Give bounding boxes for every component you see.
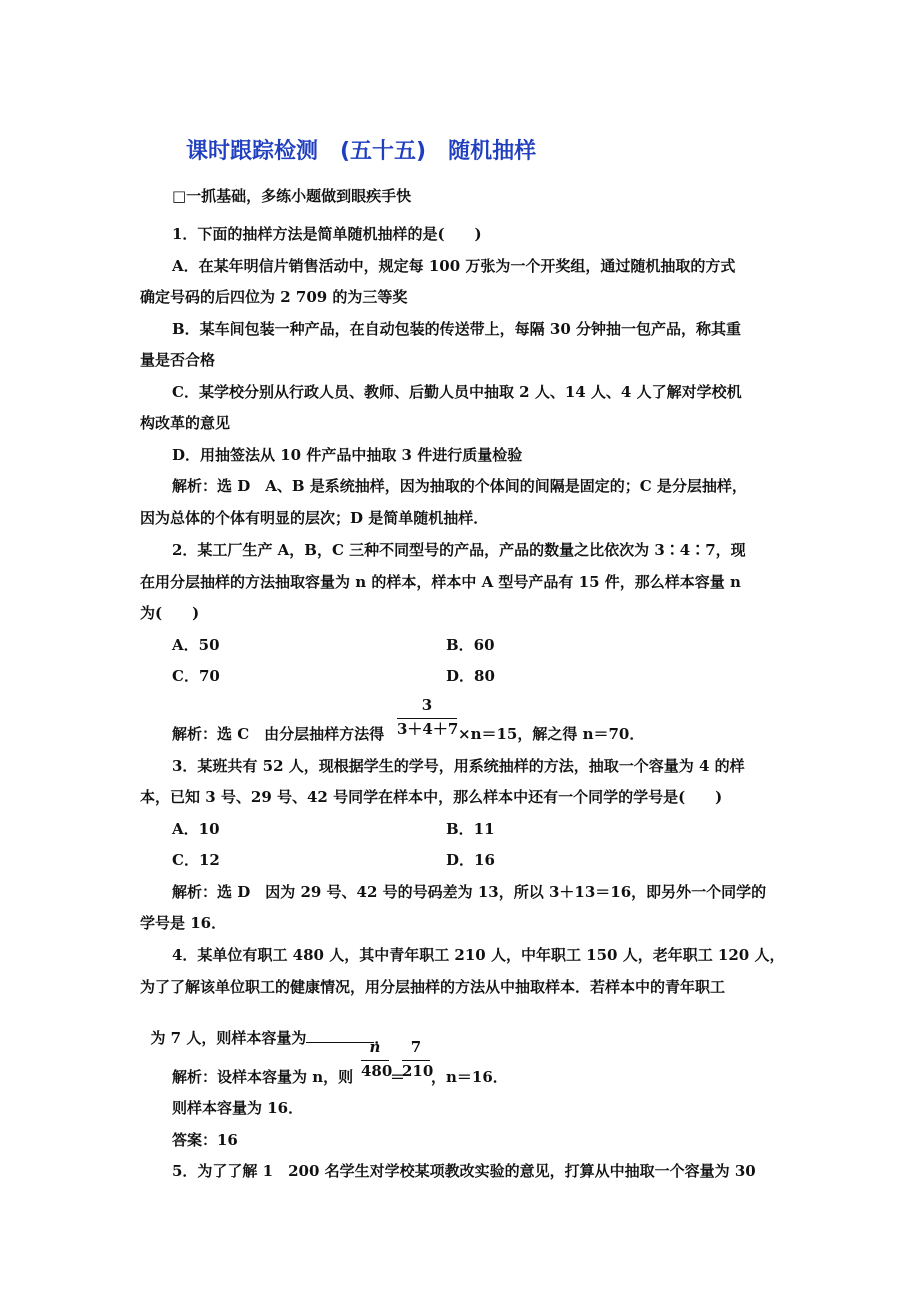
q2-fraction-numerator: 3 (421, 696, 433, 714)
q4-fraction1-numerator: n (369, 1038, 381, 1056)
q3-solution-line2: 学号是 16． (140, 914, 227, 932)
q1-option-d: D．用抽签法从 10 件产品中抽取 3 件进行质量检验 (172, 446, 523, 464)
q2-option-d: D．80 (446, 667, 495, 685)
q2-stem-line1: 2．某工厂生产 A，B，C 三种不同型号的产品，产品的数量之比依次为 3∶4∶7，现 (172, 541, 746, 559)
q2-stem-line3: 为( ) (140, 604, 200, 622)
q1-option-a-line1: A．在某年明信片销售活动中，规定每 100 万张为一个开奖组，通过随机抽取的方式 (172, 257, 736, 275)
q2-solution-prefix: 解析：选 C 由分层抽样方法得 (172, 725, 385, 743)
q4-fraction2-denominator: 210 (402, 1062, 434, 1080)
q4-equals: ＝ (390, 1068, 406, 1086)
q3-option-d: D．16 (446, 851, 495, 869)
q2-fraction-bar (397, 718, 457, 719)
q3-stem-line2: 本，已知 3 号、29 号、42 号同学在样本中，那么样本中还有一个同学的学号是( ) (140, 788, 723, 806)
q3-stem-line1: 3．某班共有 52 人，现根据学生的学号，用系统抽样的方法，抽取一个容量为 4 的样 (172, 757, 745, 775)
q4-fraction1-bar (361, 1060, 389, 1061)
q3-option-c: C．12 (172, 851, 220, 869)
q4-fraction2-numerator: 7 (410, 1038, 422, 1056)
q4-stem-line1: 4．某单位有职工 480 人，其中青年职工 210 人，中年职工 150 人，老年职工 120 人， (172, 946, 785, 964)
q3-option-a: A．10 (172, 820, 220, 838)
page-title: 课时跟踪检测 (五十五) 随机抽样 (186, 139, 537, 164)
q4-stem-line2: 为了了解该单位职工的健康情况，用分层抽样的方法从中抽取样本．若样本中的青年职工 (140, 978, 726, 996)
q1-stem: 1．下面的抽样方法是简单随机抽样的是( ) (172, 225, 482, 243)
q2-option-a: A．50 (172, 636, 220, 654)
q1-option-b-line1: B．某车间包装一种产品，在自动包装的传送带上，每隔 30 分钟抽一包产品，称其重 (172, 320, 742, 338)
q5-stem-line1: 5．为了了解 1 200 名学生对学校某项教改实验的意见，打算从中抽取一个容量为 30 (172, 1162, 756, 1180)
q1-option-b-line2: 量是否合格 (140, 351, 216, 369)
q2-option-c: C．70 (172, 667, 220, 685)
q4-solution-suffix: ，n＝16． (431, 1068, 508, 1086)
q4-fraction2-bar (402, 1060, 430, 1061)
q2-solution-suffix: ×n＝15，解之得 n＝70． (458, 725, 645, 743)
q4-solution-line2: 则样本容量为 16． (172, 1099, 304, 1117)
q3-solution-line1: 解析：选 D 因为 29 号、42 号的号码差为 13，所以 3＋13＝16，即另外一个同学的 (172, 883, 767, 901)
q4-stem-line3-text: 为 7 人，则样本容量为 (150, 1029, 307, 1047)
q2-option-b: B．60 (446, 636, 495, 654)
q1-option-c-line1: C．某学校分别从行政人员、教师、后勤人员中抽取 2 人、14 人、4 人了解对学校机 (172, 383, 742, 401)
q1-option-a-line2: 确定号码的后四位为 2 709 的为三等奖 (140, 288, 408, 306)
q2-fraction-denominator: 3＋4＋7 (397, 720, 459, 738)
q4-solution-prefix: 解析：设样本容量为 n，则 (172, 1068, 354, 1086)
q1-option-c-line2: 构改革的意见 (140, 414, 231, 432)
q4-stem-line3 (140, 1008, 389, 1048)
q4-fraction1-denominator: 480 (361, 1062, 393, 1080)
q1-solution-line1: 解析：选 D A、B 是系统抽样，因为抽取的个体间的间隔是固定的；C 是分层抽样， (172, 477, 747, 495)
q4-stem-line3-end: ． (374, 1029, 390, 1047)
section-heading: □一抓基础，多练小题做到眼疾手快 (172, 187, 412, 205)
q4-answer: 答案：16 (172, 1131, 238, 1149)
q2-stem-line2: 在用分层抽样的方法抽取容量为 n 的样本，样本中 A 型号产品有 15 件，那么样本容量 n (140, 573, 741, 591)
q1-solution-line2: 因为总体的个体有明显的层次；D 是简单随机抽样． (140, 509, 489, 527)
q3-option-b: B．11 (446, 820, 495, 838)
